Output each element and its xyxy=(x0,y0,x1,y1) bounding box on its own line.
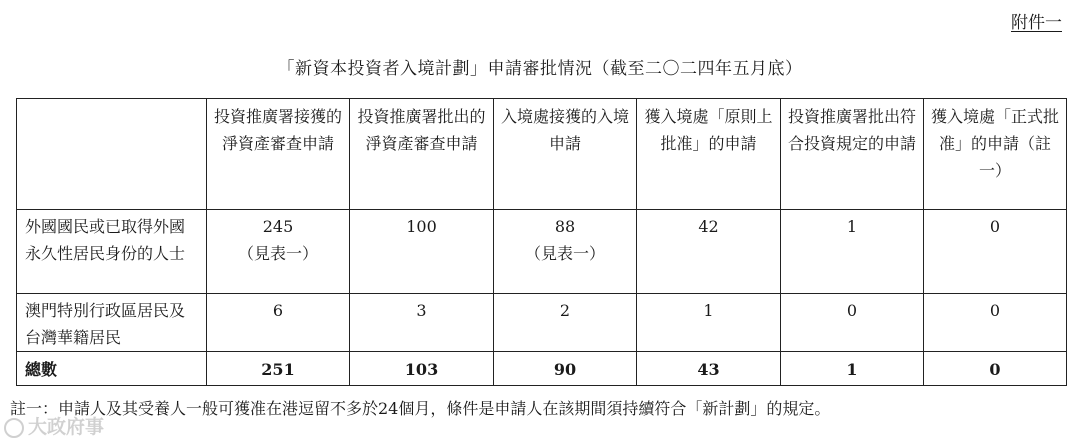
table-cell: 43 xyxy=(637,352,781,386)
table-total-row xyxy=(17,352,1067,386)
table-cell: 6 xyxy=(207,294,350,352)
table-cell: 1 xyxy=(781,210,924,294)
cell-value: 88 xyxy=(554,217,576,236)
table-cell xyxy=(494,210,637,294)
table-cell xyxy=(207,210,350,294)
table-cell: 42 xyxy=(637,210,781,294)
header-cell-formal-approval: 獲入境處「正式批准」的申請（註一） xyxy=(924,99,1067,210)
table-cell: 1 xyxy=(637,294,781,352)
table-cell: 2 xyxy=(494,294,637,352)
header-cell-approval-in-principle: 獲入境處「原則上批准」的申請 xyxy=(637,99,781,210)
table-cell: 0 xyxy=(924,294,1067,352)
cell-value: 245 xyxy=(262,217,294,236)
row-label-total: 總數 xyxy=(17,352,207,386)
row-label: 澳門特別行政區居民及台灣華籍居民 xyxy=(17,294,207,352)
table-cell: 90 xyxy=(494,352,637,386)
table-cell: 0 xyxy=(924,352,1067,386)
approval-table xyxy=(16,98,1067,386)
table-cell: 0 xyxy=(924,210,1067,294)
cell-note: （見表一） xyxy=(237,244,318,263)
table-cell: 0 xyxy=(781,294,924,352)
table-cell: 103 xyxy=(350,352,494,386)
watermark-logo-icon xyxy=(4,418,24,438)
document-title: 「新資本投資者入境計劃」申請審批情況（截至二〇二四年五月底） xyxy=(277,59,803,79)
watermark-text: 大政府事 xyxy=(28,416,105,438)
footnote: 註一：申請人及其受養人一般可獲准在港逗留不多於24個月，條件是申請人在該期間須持續符合「新計劃」的規定。 xyxy=(10,399,831,418)
header-cell-nav-received: 投資推廣署接獲的淨資產審查申請 xyxy=(207,99,350,210)
table-cell: 3 xyxy=(350,294,494,352)
table-row xyxy=(17,210,1067,294)
row-label: 外國國民或已取得外國永久性居民身份的人士 xyxy=(17,210,207,294)
header-cell-empty xyxy=(17,99,207,210)
table-cell: 1 xyxy=(781,352,924,386)
header-cell-investment-compliant: 投資推廣署批出符合投資規定的申請 xyxy=(781,99,924,210)
cell-note: （見表一） xyxy=(524,244,605,263)
table-row xyxy=(17,294,1067,352)
header-cell-nav-approved: 投資推廣署批出的淨資產審查申請 xyxy=(350,99,494,210)
annex-label: 附件一 xyxy=(1011,13,1062,33)
table-header-row xyxy=(17,99,1067,210)
header-cell-entry-received: 入境處接獲的入境申請 xyxy=(494,99,637,210)
table-cell: 251 xyxy=(207,352,350,386)
table-cell: 100 xyxy=(350,210,494,294)
